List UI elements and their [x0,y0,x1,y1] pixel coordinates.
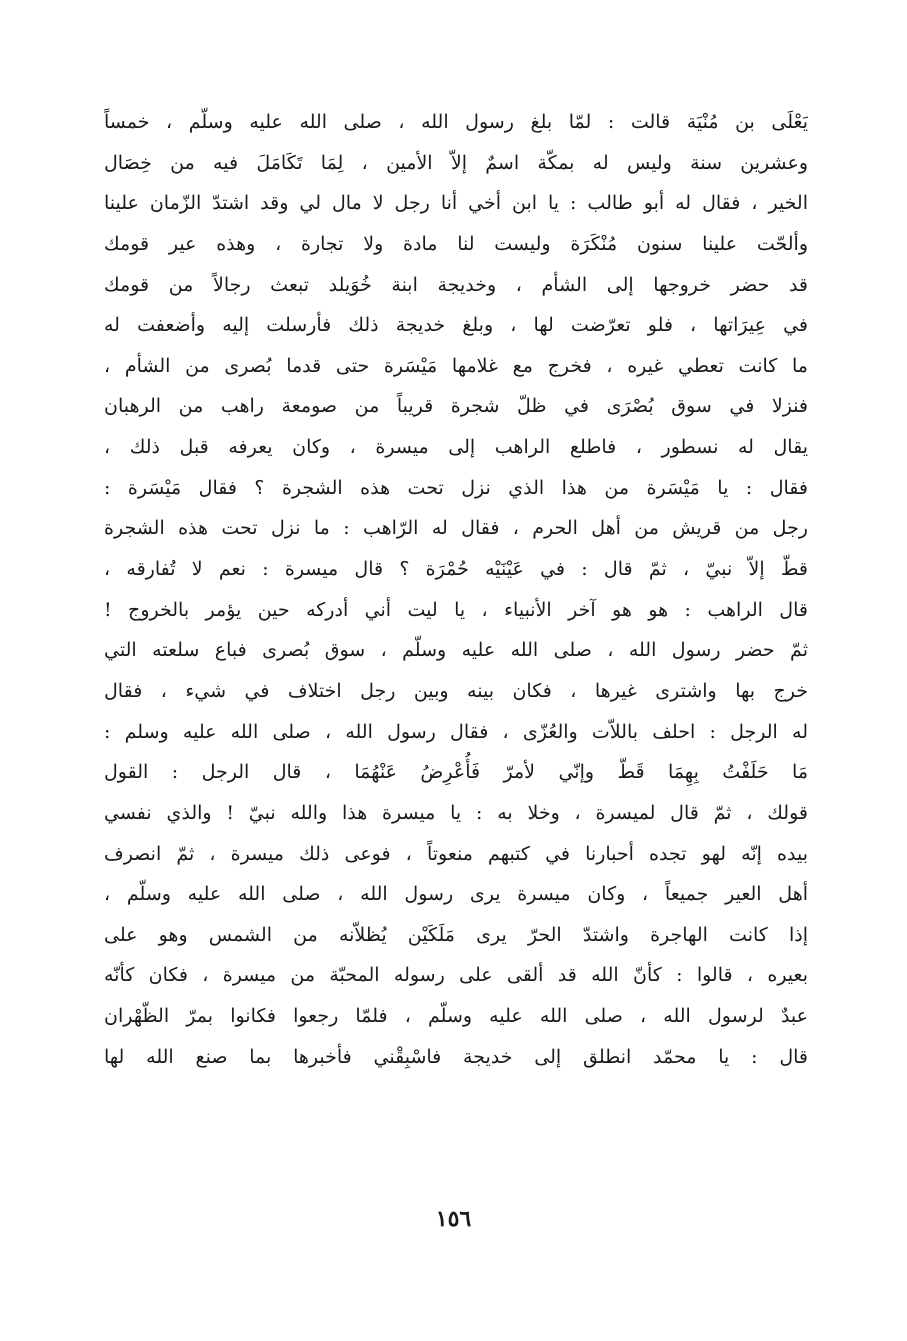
text-line-3: الخير ، فقال له أبو طالب : يا ابن أخي أنا رجل لا مال لي وقد اشتدّ الزّمان علينا [104,192,808,215]
text-line-15: خرج بها واشترى غيرها ، فكان بينه وبين رجل اختلاف في شيء ، فقال [104,679,808,702]
text-line-6: في عِيرَاتها ، فلو تعرّضت لها ، وبلغ خديجة ذلك فأرسلت إليه وأضعفت له [104,314,808,337]
text-line-2: وعشرين سنة وليس له بمكّة اسمٌ إلاّ الأمين ، لِمَا تَكَامَلَ فيه من خِصَال [104,151,808,174]
text-line-10: فقال : يا مَيْسَرة من هذا الذي نزل تحت هذه الشجرة ؟ فقال مَيْسَرة : [104,476,808,499]
text-line-23: عبدٌ لرسول الله ، صلى الله عليه وسلّم ، فلمّا رجعوا فكانوا بمرّ الظّهْران [104,1005,808,1028]
text-line-16: له الرجل : احلف باللاّت والعُزّى ، فقال رسول الله ، صلى الله عليه وسلم : [104,720,808,743]
text-line-8: فنزلا في سوق بُصْرَى في ظلّ شجرة قريباً من صومعة راهب من الرهبان [104,395,808,418]
text-line-21: إذا كانت الهاجرة واشتدّ الحرّ يرى مَلَكَيْن يُظلاّنه من الشمس وهو على [104,923,808,946]
text-line-18: قولك ، ثمّ قال لميسرة ، وخلا به : يا ميسرة هذا والله نبيّ ! والذي نفسي [104,801,808,824]
text-line-17: مَا حَلَفْتُ بِهِمَا قَطّ وإنّي لأمرّ فَأُعْرِضُ عَنْهُمَا ، قال الرجل : القول [104,761,808,784]
text-line-14: ثمّ حضر رسول الله ، صلى الله عليه وسلّم ، سوق بُصرى فباع سلعته التي [104,639,808,662]
text-line-4: وألحّت علينا سنون مُنْكَرَة وليست لنا مادة ولا تجارة ، وهذه عير قومك [104,232,808,255]
text-line-12: قطّ إلاّ نبيّ ، ثمّ قال : في عَيْنَيْه حُمْرَة ؟ قال ميسرة : نعم لا تُفارقه ، [104,558,808,581]
page-number: ١٥٦ [435,1206,472,1232]
text-line-5: قد حضر خروجها إلى الشأم ، وخديجة ابنة خُوَيلد تبعث رجالاً من قومك [104,273,808,296]
text-line-7: ما كانت تعطي غيره ، فخرج مع غلامها مَيْسَرة حتى قدما بُصرى من الشأم ، [104,354,808,377]
body-text [104,102,808,1077]
text-line-24: قال : يا محمّد انطلق إلى خديجة فاسْبِقْني فأخبرها بما صنع الله لها [104,1045,808,1068]
text-line-9: يقال له نسطور ، فاطلع الراهب إلى ميسرة ، وكان يعرفه قبل ذلك ، [104,436,808,459]
text-line-20: أهل العير جميعاً ، وكان ميسرة يرى رسول الله ، صلى الله عليه وسلّم ، [104,883,808,906]
text-line-11: رجل من قريش من أهل الحرم ، فقال له الرّاهب : ما نزل تحت هذه الشجرة [104,517,808,540]
text-line-13: قال الراهب : هو هو آخر الأنبياء ، يا ليت أني أدركه حين يؤمر بالخروج ! [104,598,808,621]
text-line-22: بعيره ، قالوا : كأنّ الله قد ألقى على رسوله المحبّة من ميسرة ، فكان كأنّه [104,964,808,987]
text-line-1: يَعْلَى بن مُنْيَة قالت : لمّا بلغ رسول الله ، صلى الله عليه وسلّم ، خمساً [104,111,808,133]
text-line-19: بيده إنّه لهو تجده أحبارنا في كتبهم منعوتاً ، فوعى ذلك ميسرة ، ثمّ انصرف [104,842,808,865]
